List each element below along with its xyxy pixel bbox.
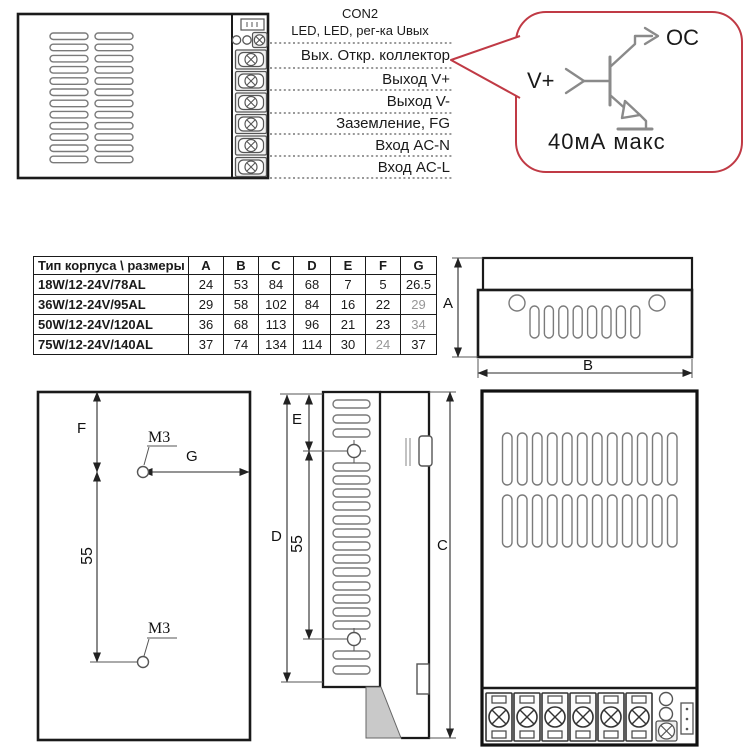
dim-label-e: E [292,411,303,428]
dim-label-c: C [437,537,448,554]
table-cell: 37 [189,335,224,355]
pin-label-output-vminus: Выход V- [386,93,450,110]
table-cell: 102 [259,295,294,315]
dim-label-g: G [186,448,198,465]
table-cell: 134 [259,335,294,355]
table-cell: 74 [224,335,259,355]
table-cell: 113 [259,315,294,335]
table-header-cell: G [401,257,437,275]
table-cell: 96 [294,315,331,335]
m3-label-top: M3 [148,429,171,446]
side-view-drawing [452,258,692,378]
dim-label-d: D [271,528,282,545]
con2-title: CON2 [341,6,379,21]
table-header-cell: A [189,257,224,275]
pin-label-output-vplus: Выход V+ [382,70,450,88]
case-type-cell: 75W/12-24V/140AL [34,335,189,355]
table-cell: 23 [366,315,401,335]
table-cell: 84 [259,275,294,295]
table-cell: 36 [189,315,224,335]
table-cell: 68 [294,275,331,295]
table-cell: 29 [189,295,224,315]
table-cell: 5 [366,275,401,295]
pin-label-input-ac-l: Вход AC-L [377,158,450,176]
dim-label-b: B [583,357,594,374]
table-cell: 24 [189,275,224,295]
table-header-cell: C [259,257,294,275]
callout-caption: 40мА макс [548,129,666,154]
table-cell: 29 [401,295,437,315]
pin-label-open-collector: Вых. Откр. коллектор [300,47,450,65]
table-cell: 16 [331,295,366,315]
table-cell: 7 [331,275,366,295]
table-cell: 30 [331,335,366,355]
front-view-drawing [482,391,697,745]
table-row [34,275,437,295]
table-header-row [34,257,437,275]
table-cell: 37 [401,335,437,355]
case-type-cell: 36W/12-24V/95AL [34,295,189,315]
top-view-drawing [18,14,268,178]
table-cell: 34 [401,315,437,335]
callout-output-label: OC [666,25,699,50]
dim-label-55-profile: 55 [289,535,306,553]
m3-label-bottom: M3 [148,620,171,637]
table-row [34,315,437,335]
table-cell: 53 [224,275,259,295]
table-cell: 58 [224,295,259,315]
dim-label-a: A [443,295,454,312]
table-cell: 68 [224,315,259,335]
table-header-cell: D [294,257,331,275]
bottom-view-drawing [38,392,250,740]
table-cell: 21 [331,315,366,335]
table-row [34,295,437,315]
table-header-cell: E [331,257,366,275]
callout-input-label: V+ [527,68,555,93]
table-header-cell: Тип корпуса \ размеры [34,257,189,275]
dimensions-table [33,256,437,355]
dim-label-f: F [77,420,87,437]
table-row [34,335,437,355]
table-cell: 22 [366,295,401,315]
table-header-cell: F [366,257,401,275]
profile-view-drawing [280,392,456,738]
con2-subtitle: LED, LED, рег-ка Uвых [291,23,429,38]
case-type-cell: 50W/12-24V/120AL [34,315,189,335]
pin-label-ground-fg: Заземление, FG [336,115,450,132]
case-type-cell: 18W/12-24V/78AL [34,275,189,295]
table-cell: 24 [366,335,401,355]
table-cell: 84 [294,295,331,315]
dim-label-55-bottom-view: 55 [79,547,96,565]
table-header-cell: B [224,257,259,275]
table-cell: 26.5 [401,275,437,295]
pin-label-input-ac-n: Вход AC-N [375,136,450,154]
table-cell: 114 [294,335,331,355]
